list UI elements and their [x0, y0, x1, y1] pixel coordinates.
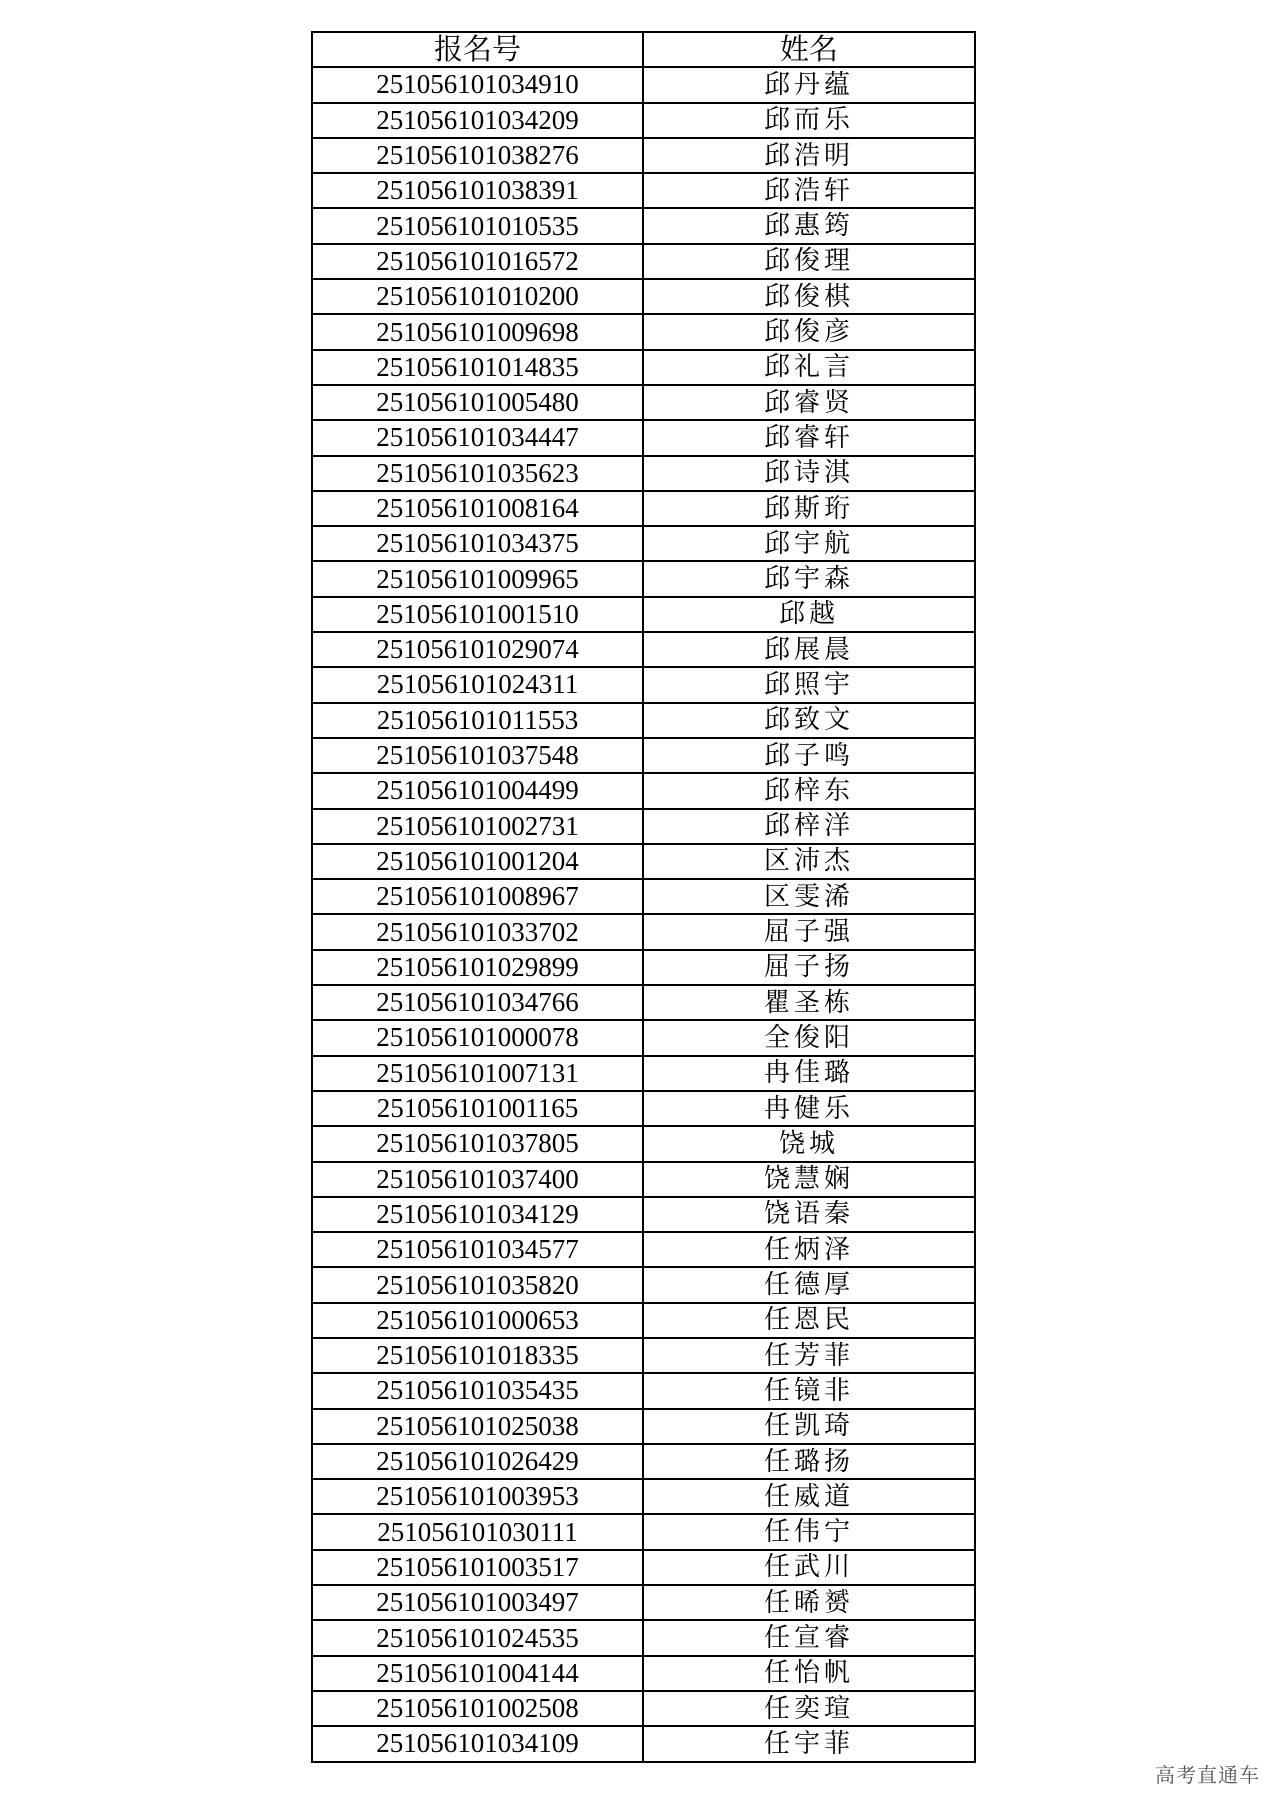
registration-number-cell: 251056101010535	[312, 208, 643, 243]
registration-number-cell: 251056101034766	[312, 985, 643, 1020]
registration-number-cell: 251056101003517	[312, 1550, 643, 1585]
table-row	[312, 1479, 975, 1514]
registration-number-cell: 251056101002731	[312, 809, 643, 844]
name-cell: 邱展晨	[643, 632, 975, 667]
name-cell: 任璐扬	[643, 1444, 975, 1479]
registration-number-cell: 251056101034109	[312, 1726, 643, 1761]
name-cell: 邱惠筠	[643, 208, 975, 243]
registration-number-cell: 251056101035820	[312, 1267, 643, 1302]
table-row	[312, 1091, 975, 1126]
table-row	[312, 773, 975, 808]
table-row	[312, 1056, 975, 1091]
name-cell: 邱斯珩	[643, 491, 975, 526]
name-cell: 邱照宇	[643, 667, 975, 702]
table-row	[312, 738, 975, 773]
table-row	[312, 1232, 975, 1267]
registration-number-cell: 251056101029074	[312, 632, 643, 667]
table-row	[312, 385, 975, 420]
table-header-row	[312, 32, 975, 67]
name-cell: 任奕瑄	[643, 1691, 975, 1726]
registration-number-cell: 251056101034209	[312, 103, 643, 138]
name-cell: 邱越	[643, 597, 975, 632]
table-row	[312, 350, 975, 385]
table-row	[312, 526, 975, 561]
name-cell: 区沛杰	[643, 844, 975, 879]
registration-number-cell: 251056101000653	[312, 1303, 643, 1338]
table-row	[312, 1585, 975, 1620]
header-registration-number: 报名号	[312, 32, 643, 67]
registration-number-cell: 251056101038391	[312, 173, 643, 208]
table-row	[312, 420, 975, 455]
name-cell: 邱浩明	[643, 138, 975, 173]
name-cell: 饶语秦	[643, 1197, 975, 1232]
registration-number-cell: 251056101026429	[312, 1444, 643, 1479]
name-cell: 任恩民	[643, 1303, 975, 1338]
table-row	[312, 1620, 975, 1655]
name-cell: 任镜非	[643, 1373, 975, 1408]
registration-number-cell: 251056101001204	[312, 844, 643, 879]
name-cell: 邱而乐	[643, 103, 975, 138]
watermark: 高考直通车	[1155, 1763, 1260, 1787]
table-row	[312, 1020, 975, 1055]
table-row	[312, 314, 975, 349]
registration-number-cell: 251056101034129	[312, 1197, 643, 1232]
name-cell: 邱丹蕴	[643, 67, 975, 102]
registration-number-cell: 251056101007131	[312, 1056, 643, 1091]
registration-number-cell: 251056101004144	[312, 1656, 643, 1691]
name-cell: 任武川	[643, 1550, 975, 1585]
name-cell: 屈子强	[643, 914, 975, 949]
table-body	[312, 67, 975, 1761]
registration-number-cell: 251056101034577	[312, 1232, 643, 1267]
table-row	[312, 561, 975, 596]
table-row	[312, 985, 975, 1020]
name-cell: 邱俊理	[643, 244, 975, 279]
name-cell: 区雯浠	[643, 879, 975, 914]
table-row	[312, 703, 975, 738]
table-row	[312, 1726, 975, 1761]
table-row	[312, 1303, 975, 1338]
registration-number-cell: 251056101035623	[312, 456, 643, 491]
table-row	[312, 597, 975, 632]
table-row	[312, 667, 975, 702]
registration-number-cell: 251056101034375	[312, 526, 643, 561]
name-cell: 邱礼言	[643, 350, 975, 385]
name-cell: 屈子扬	[643, 950, 975, 985]
table-row	[312, 1550, 975, 1585]
name-cell: 任芳菲	[643, 1338, 975, 1373]
name-cell: 饶城	[643, 1126, 975, 1161]
registration-number-cell: 251056101008967	[312, 879, 643, 914]
table-row	[312, 1691, 975, 1726]
name-cell: 任怡帆	[643, 1656, 975, 1691]
name-cell: 邱梓东	[643, 773, 975, 808]
registration-number-cell: 251056101010200	[312, 279, 643, 314]
name-cell: 邱诗淇	[643, 456, 975, 491]
registration-number-cell: 251056101009698	[312, 314, 643, 349]
name-cell: 任威道	[643, 1479, 975, 1514]
table-row	[312, 491, 975, 526]
registration-number-cell: 251056101037805	[312, 1126, 643, 1161]
registration-number-cell: 251056101001165	[312, 1091, 643, 1126]
table-row	[312, 244, 975, 279]
name-cell: 全俊阳	[643, 1020, 975, 1055]
name-cell: 任伟宁	[643, 1514, 975, 1549]
name-cell: 邱宇航	[643, 526, 975, 561]
registration-number-cell: 251056101002508	[312, 1691, 643, 1726]
registration-number-cell: 251056101037548	[312, 738, 643, 773]
table-row	[312, 173, 975, 208]
table-row	[312, 208, 975, 243]
roster-table	[311, 31, 976, 1763]
table-row	[312, 1444, 975, 1479]
registration-number-cell: 251056101033702	[312, 914, 643, 949]
name-cell: 冉健乐	[643, 1091, 975, 1126]
registration-number-cell: 251056101001510	[312, 597, 643, 632]
name-cell: 冉佳璐	[643, 1056, 975, 1091]
table-row	[312, 1373, 975, 1408]
table-row	[312, 809, 975, 844]
name-cell: 邱俊棋	[643, 279, 975, 314]
registration-number-cell: 251056101024535	[312, 1620, 643, 1655]
name-cell: 邱梓洋	[643, 809, 975, 844]
name-cell: 任炳泽	[643, 1232, 975, 1267]
registration-number-cell: 251056101018335	[312, 1338, 643, 1373]
registration-number-cell: 251056101035435	[312, 1373, 643, 1408]
registration-number-cell: 251056101003953	[312, 1479, 643, 1514]
registration-number-cell: 251056101038276	[312, 138, 643, 173]
table-row	[312, 456, 975, 491]
name-cell: 邱俊彦	[643, 314, 975, 349]
table-row	[312, 67, 975, 102]
registration-number-cell: 251056101025038	[312, 1409, 643, 1444]
table-row	[312, 1656, 975, 1691]
table-row	[312, 1197, 975, 1232]
table-row	[312, 950, 975, 985]
table-row	[312, 844, 975, 879]
name-cell: 任凯琦	[643, 1409, 975, 1444]
name-cell: 邱子鸣	[643, 738, 975, 773]
registration-number-cell: 251056101000078	[312, 1020, 643, 1055]
table-row	[312, 1338, 975, 1373]
table-row	[312, 103, 975, 138]
registration-number-cell: 251056101029899	[312, 950, 643, 985]
table-row	[312, 279, 975, 314]
name-cell: 瞿圣栋	[643, 985, 975, 1020]
table-row	[312, 138, 975, 173]
name-cell: 任晞赟	[643, 1585, 975, 1620]
name-cell: 任宇菲	[643, 1726, 975, 1761]
registration-number-cell: 251056101016572	[312, 244, 643, 279]
name-cell: 邱睿贤	[643, 385, 975, 420]
table-row	[312, 1267, 975, 1302]
name-cell: 任宣睿	[643, 1620, 975, 1655]
registration-number-cell: 251056101024311	[312, 667, 643, 702]
registration-number-cell: 251056101004499	[312, 773, 643, 808]
table-row	[312, 1409, 975, 1444]
registration-number-cell: 251056101008164	[312, 491, 643, 526]
registration-number-cell: 251056101011553	[312, 703, 643, 738]
table-row	[312, 1126, 975, 1161]
table-row	[312, 879, 975, 914]
table-row	[312, 1162, 975, 1197]
header-name: 姓名	[643, 32, 975, 67]
name-cell: 邱睿轩	[643, 420, 975, 455]
name-cell: 邱浩轩	[643, 173, 975, 208]
registration-number-cell: 251056101037400	[312, 1162, 643, 1197]
name-cell: 邱致文	[643, 703, 975, 738]
registration-number-cell: 251056101030111	[312, 1514, 643, 1549]
registration-number-cell: 251056101034910	[312, 67, 643, 102]
registration-number-cell: 251056101009965	[312, 561, 643, 596]
registration-number-cell: 251056101034447	[312, 420, 643, 455]
name-cell: 任德厚	[643, 1267, 975, 1302]
registration-number-cell: 251056101003497	[312, 1585, 643, 1620]
name-cell: 饶慧娴	[643, 1162, 975, 1197]
table-row	[312, 1514, 975, 1549]
name-cell: 邱宇森	[643, 561, 975, 596]
registration-number-cell: 251056101014835	[312, 350, 643, 385]
registration-number-cell: 251056101005480	[312, 385, 643, 420]
table-row	[312, 632, 975, 667]
table-row	[312, 914, 975, 949]
